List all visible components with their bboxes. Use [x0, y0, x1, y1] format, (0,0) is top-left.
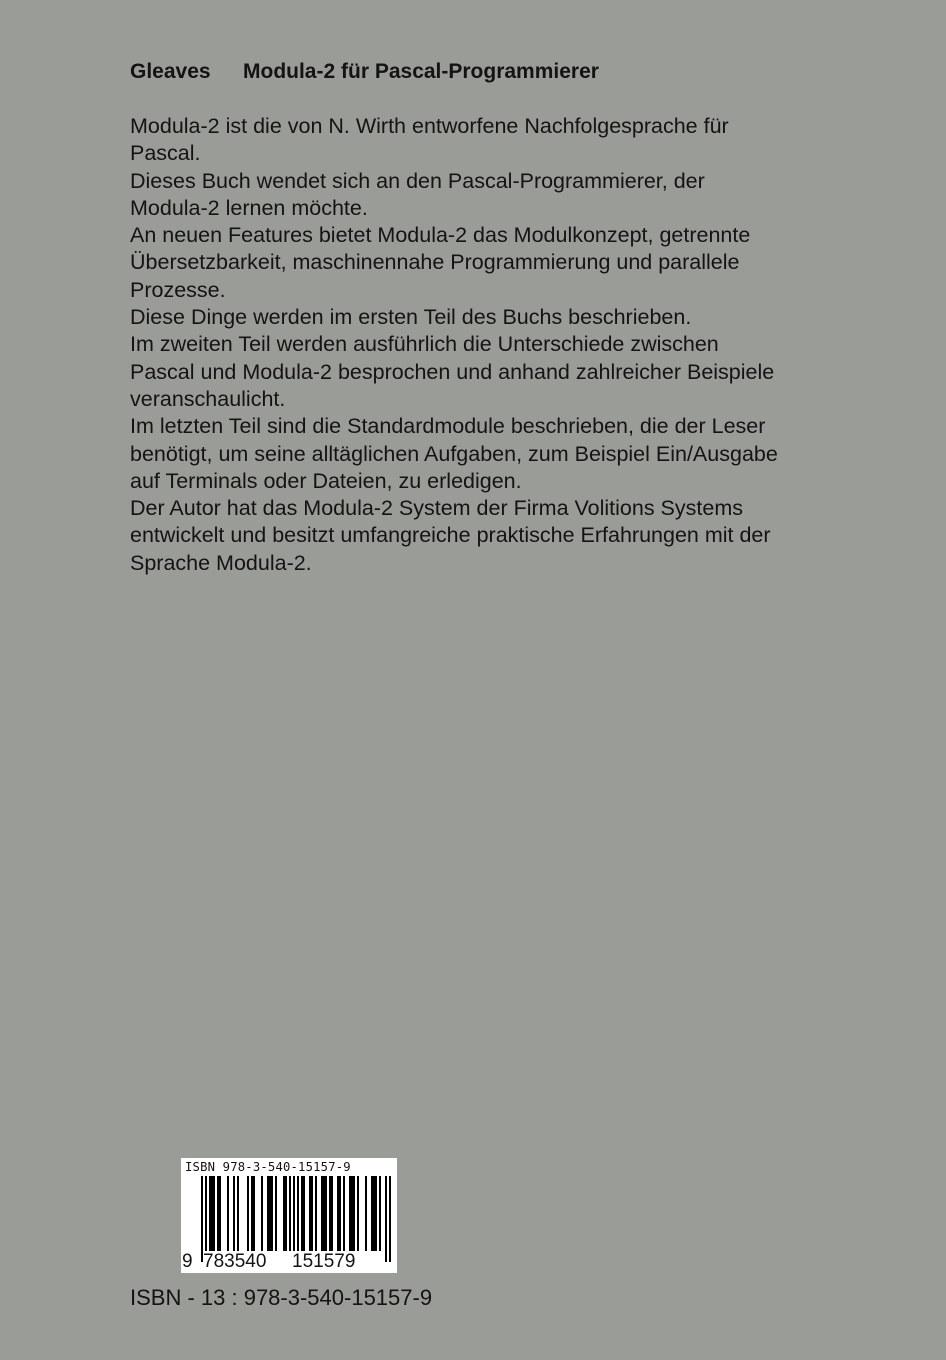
blurb-paragraph — [130, 331, 830, 413]
barcode-bar — [219, 1176, 221, 1251]
blurb-line: Prozesse. — [130, 277, 226, 302]
blurb-line: Modula-2 lernen möchte. — [130, 195, 368, 220]
barcode-bar — [201, 1176, 203, 1262]
barcode-bar — [329, 1176, 331, 1251]
barcode-bar — [253, 1176, 255, 1251]
barcode-digit-first: 9 — [182, 1251, 193, 1272]
blurb-paragraph — [130, 168, 830, 223]
blurb-line: auf Terminals oder Dateien, zu erledigen. — [130, 468, 522, 493]
blurb-paragraph — [130, 222, 830, 304]
barcode-bar — [339, 1176, 341, 1251]
isbn-barcode — [181, 1158, 397, 1273]
barcode-bar — [351, 1176, 353, 1251]
barcode-isbn-label: ISBN 978-3-540-15157-9 — [185, 1160, 351, 1174]
barcode-bar — [323, 1176, 325, 1251]
barcode-bar — [301, 1176, 303, 1251]
barcode-bar — [365, 1176, 367, 1251]
barcode-bar — [251, 1176, 253, 1251]
blurb-line: Modula-2 ist die von N. Wirth entworfene Nachfolgesprache für — [130, 114, 729, 138]
barcode-bar — [271, 1176, 273, 1251]
blurb-line: Pascal. — [130, 141, 201, 166]
barcode-bar — [379, 1176, 381, 1251]
blurb-line: Übersetzbarkeit, maschinennahe Programmierung und parallele — [130, 250, 740, 275]
blurb-line: Der Autor hat das Modula-2 System der Firma Volitions Systems — [130, 496, 743, 521]
isbn-footer: ISBN - 13 : 978-3-540-15157-9 — [130, 1285, 433, 1310]
blurb-line: Im letzten Teil sind die Standardmodule beschrieben, die der Leser — [130, 414, 766, 439]
barcode-bar — [267, 1176, 269, 1251]
book-header — [130, 60, 599, 84]
blurb-paragraph — [130, 495, 830, 577]
barcode-bar — [375, 1176, 377, 1251]
barcode-bar — [247, 1176, 249, 1251]
barcode-bar — [269, 1176, 271, 1251]
barcode-bar — [289, 1176, 291, 1251]
barcode-bar — [297, 1176, 299, 1262]
barcode-bar — [349, 1176, 351, 1251]
barcode-bar — [373, 1176, 375, 1251]
barcode-bar — [357, 1176, 359, 1251]
barcode-bar — [315, 1176, 317, 1251]
barcode-digits-left: 783540 — [203, 1251, 267, 1272]
barcode-bar — [311, 1176, 313, 1251]
barcode-bar — [283, 1176, 285, 1251]
barcode-bar — [331, 1176, 333, 1251]
blurb-paragraph — [130, 113, 830, 168]
blurb-paragraph — [130, 304, 830, 331]
barcode-bar — [353, 1176, 355, 1251]
author-name: Gleaves — [130, 60, 211, 83]
barcode-digits-right: 151579 — [292, 1251, 356, 1272]
blurb-paragraph — [130, 413, 830, 495]
barcode-bar — [213, 1176, 215, 1251]
blurb-line: Pascal und Modula-2 besprochen und anhand zahlreicher Beispiele — [130, 359, 775, 384]
barcode-bar — [343, 1176, 345, 1251]
barcode-bar — [325, 1176, 327, 1251]
barcode-bar — [293, 1176, 295, 1262]
barcode-bar — [275, 1176, 277, 1251]
blurb-line: entwickelt und besitzt umfangreiche praktische Erfahrungen mit der — [130, 523, 771, 548]
barcode-bar — [217, 1176, 219, 1251]
blurb-line: Im zweiten Teil werden ausführlich die Unterschiede zwischen — [130, 332, 719, 357]
blurb-line: Dieses Buch wendet sich an den Pascal-Programmierer, der — [130, 168, 705, 193]
blurb-text — [130, 113, 830, 577]
barcode-bar — [233, 1176, 235, 1251]
barcode-bar — [337, 1176, 339, 1251]
blurb-line: Diese Dinge werden im ersten Teil des Buchs beschrieben. — [130, 305, 692, 330]
barcode-bar — [237, 1176, 239, 1251]
blurb-line: Sprache Modula-2. — [130, 550, 312, 575]
barcode-bar — [261, 1176, 263, 1251]
barcode-bar — [303, 1176, 305, 1251]
barcode-bar — [209, 1176, 211, 1251]
barcode-bar — [211, 1176, 213, 1251]
blurb-line: veranschaulicht. — [130, 386, 286, 411]
barcode-bar — [309, 1176, 311, 1251]
barcode-bar — [205, 1176, 207, 1262]
barcode-bar — [389, 1176, 391, 1262]
barcode-bar — [371, 1176, 373, 1251]
barcode-bar — [285, 1176, 287, 1251]
blurb-line: benötigt, um seine alltäglichen Aufgaben, zum Beispiel Ein/Ausgabe — [130, 441, 778, 466]
barcode-bar — [385, 1176, 387, 1262]
book-title: Modula-2 für Pascal-Programmierer — [243, 60, 599, 83]
barcode-bar — [321, 1176, 323, 1251]
barcode-bar — [227, 1176, 229, 1251]
blurb-line: An neuen Features bietet Modula-2 das Modulkonzept, getrennte — [130, 223, 751, 248]
